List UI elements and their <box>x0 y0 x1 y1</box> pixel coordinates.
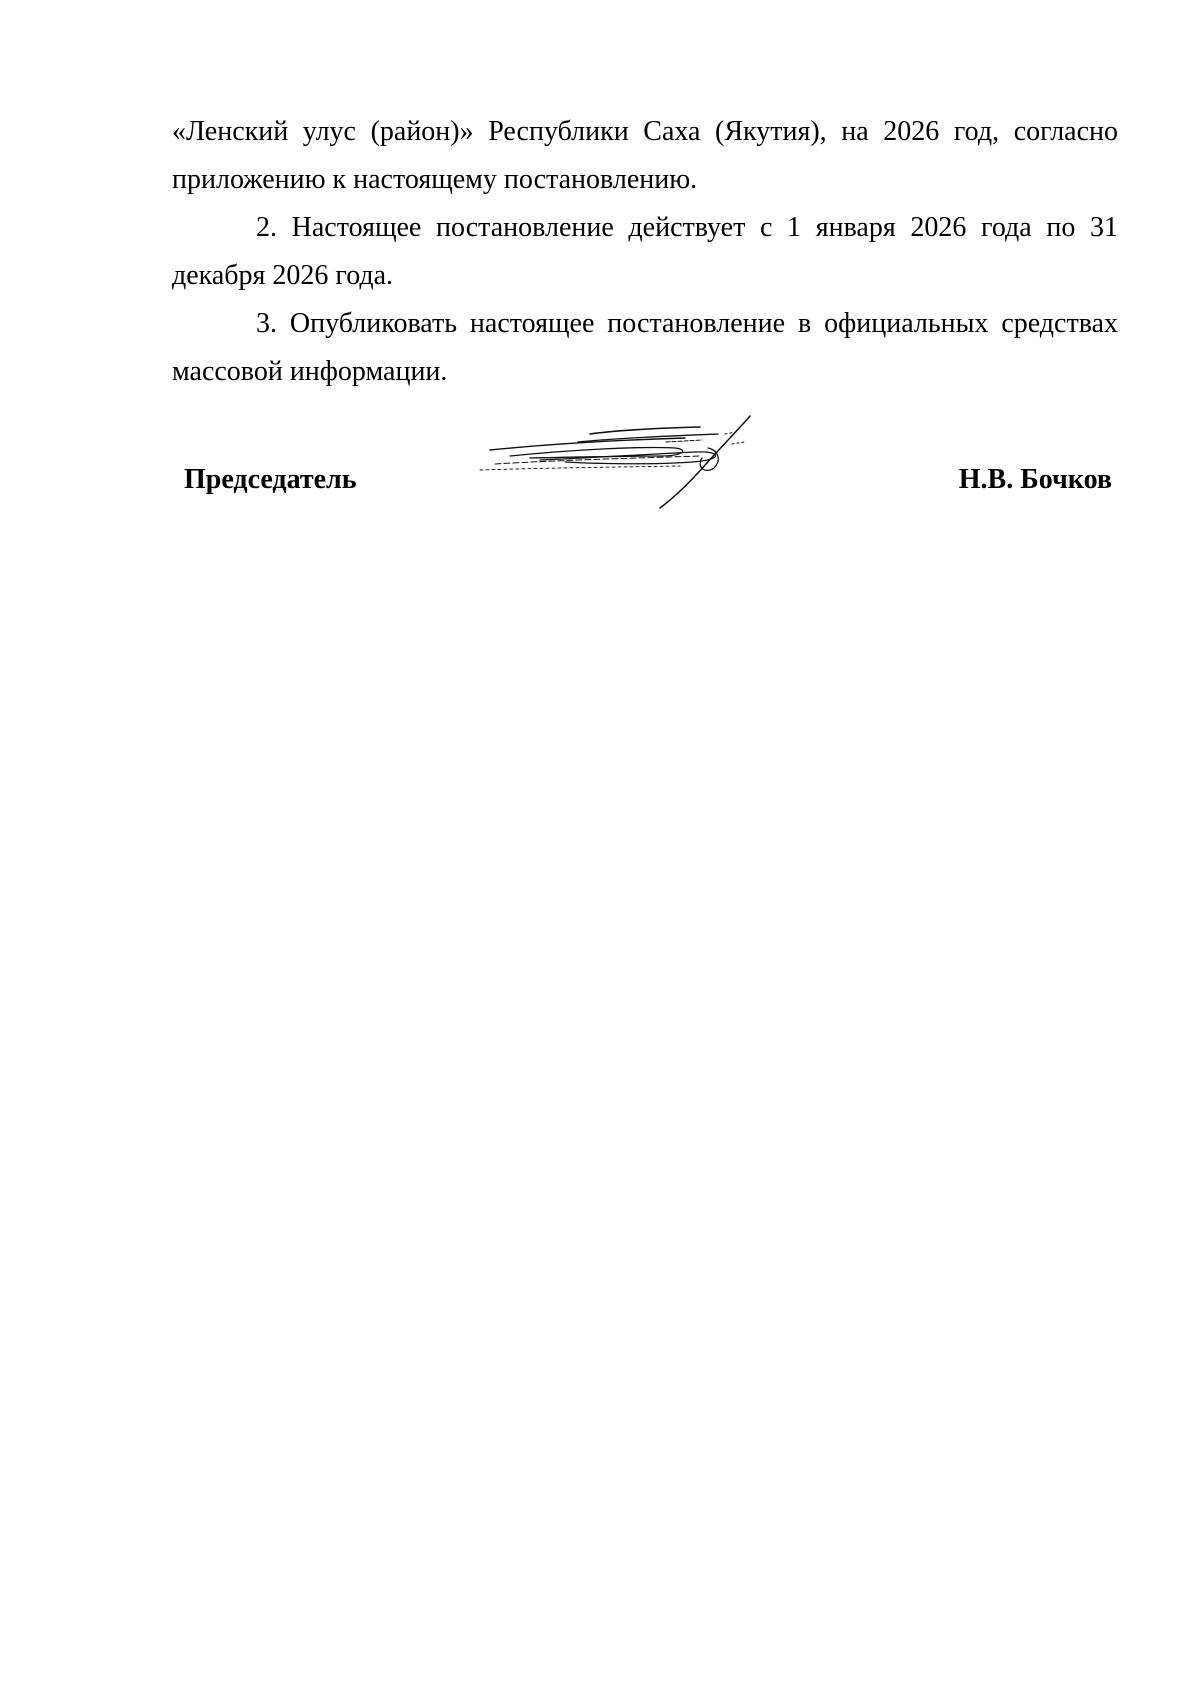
signature-block <box>172 460 1118 500</box>
paragraph-1-continuation: «Ленский улус (район)» Республики Саха (Якутия), на 2026 год, согласно приложению к настоящему постановлению. <box>172 116 1118 195</box>
signatory-title: Председатель <box>184 464 357 495</box>
signatory-name: Н.В. Бочков <box>958 464 1112 495</box>
document-body <box>172 108 1118 396</box>
paragraph-3: 3. Опубликовать настоящее постановление в официальных средствах массовой информации. <box>172 308 1118 387</box>
paragraph-2: 2. Настоящее постановление действует с 1 января 2026 года по 31 декабря 2026 года. <box>172 212 1118 291</box>
